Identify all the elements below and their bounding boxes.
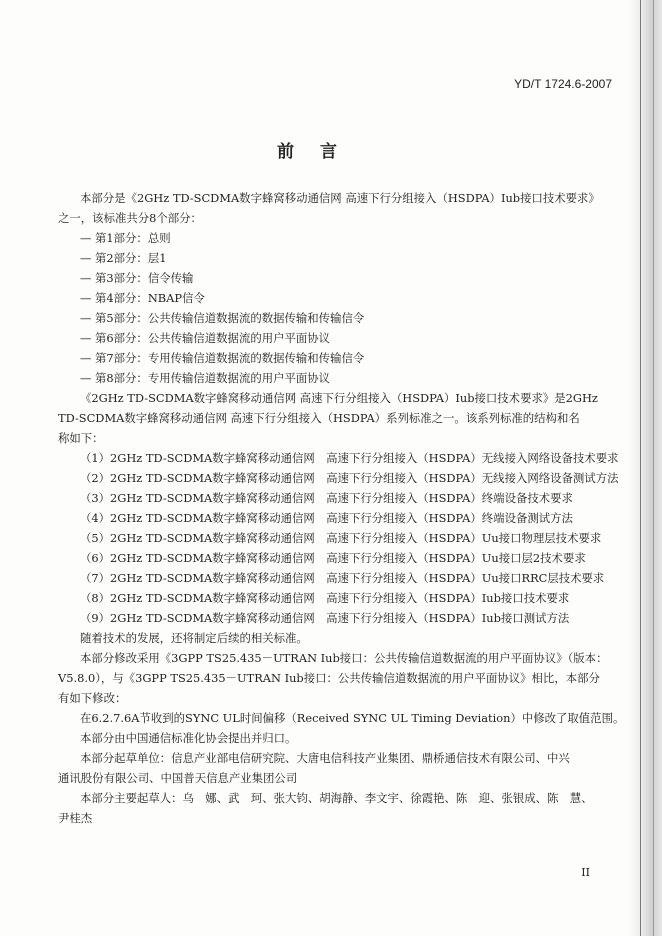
- list-item: — 第8部分：专用传输信道数据流的用户平面协议: [80, 371, 331, 385]
- list-item: （8）2GHz TD-SCDMA数字蜂窝移动通信网 高速下行分组接入（HSDPA）Iub接口技术要求: [80, 591, 570, 605]
- drafting-units-line: 本部分起草单位：信息产业部电信研究院、大唐电信科技产业集团、鼎桥通信技术有限公司、中兴: [80, 751, 570, 765]
- series-intro-line: 称如下：: [58, 431, 104, 445]
- list-item: （7）2GHz TD-SCDMA数字蜂窝移动通信网 高速下行分组接入（HSDPA）Uu接口RRC层技术要求: [80, 571, 605, 585]
- list-item: （1）2GHz TD-SCDMA数字蜂窝移动通信网 高速下行分组接入（HSDPA）无线接入网络设备技术要求: [80, 451, 619, 465]
- modification-detail: 在6.2.7.6A节收到的SYNC UL时间偏移（Received SYNC UL Timing Deviation）中修改了取值范围。: [80, 711, 625, 725]
- list-item: — 第6部分：公共传输信道数据流的用户平面协议: [80, 331, 331, 345]
- modification-line: 有如下修改：: [58, 691, 127, 705]
- page-title: 前言: [277, 142, 363, 162]
- list-item: （6）2GHz TD-SCDMA数字蜂窝移动通信网 高速下行分组接入（HSDPA）Uu接口层2技术要求: [80, 551, 586, 565]
- list-item: （4）2GHz TD-SCDMA数字蜂窝移动通信网 高速下行分组接入（HSDPA）终端设备测试方法: [80, 511, 573, 525]
- preface-body: [58, 188, 625, 828]
- list-item: （9）2GHz TD-SCDMA数字蜂窝移动通信网 高速下行分组接入（HSDPA）Iub接口测试方法: [80, 611, 570, 625]
- future-note: 随着技术的发展，还将制定后续的相关标准。: [80, 631, 308, 645]
- list-item: — 第1部分：总则: [80, 231, 171, 245]
- list-item: （2）2GHz TD-SCDMA数字蜂窝移动通信网 高速下行分组接入（HSDPA）无线接入网络设备测试方法: [80, 471, 619, 485]
- list-item: — 第2部分：层1: [80, 251, 167, 265]
- proposer-line: 本部分由中国通信标准化协会提出并归口。: [80, 731, 297, 745]
- page-number: II: [581, 866, 590, 879]
- list-item: — 第7部分：专用传输信道数据流的数据传输和传输信令: [80, 351, 365, 365]
- standard-code: YD/T 1724.6-2007: [514, 77, 612, 91]
- intro-line: 本部分是《2GHz TD-SCDMA数字蜂窝移动通信网 高速下行分组接入（HSDPA）Iub接口技术要求》: [80, 191, 600, 205]
- drafters-line: 尹桂杰: [58, 811, 93, 825]
- intro-line: 之一，该标准共分8个部分：: [58, 211, 202, 225]
- list-item: （3）2GHz TD-SCDMA数字蜂窝移动通信网 高速下行分组接入（HSDPA）终端设备技术要求: [80, 491, 573, 505]
- modification-line: V5.8.0），与《3GPP TS25.435－UTRAN Iub接口：公共传输信道数据流的用户平面协议》相比，本部分: [58, 671, 600, 685]
- drafting-units-line: 通讯股份有限公司、中国普天信息产业集团公司: [58, 771, 298, 785]
- modification-line: 本部分修改采用《3GPP TS25.435－UTRAN Iub接口：公共传输信道数据流的用户平面协议》（版本：: [80, 651, 608, 665]
- list-item: — 第4部分：NBAP信令: [80, 291, 205, 305]
- series-intro-line: 《2GHz TD-SCDMA数字蜂窝移动通信网 高速下行分组接入（HSDPA）Iub接口技术要求》是2GHz: [80, 391, 598, 405]
- drafters-line: 本部分主要起草人：乌 娜、武 珂、张大钧、胡海静、李文宇、徐霞艳、陈 迎、张银成、陈 慧、: [80, 791, 593, 805]
- scan-edge-line: [653, 0, 654, 936]
- list-item: — 第3部分：信令传输: [80, 271, 194, 285]
- series-list: [58, 448, 619, 628]
- scan-edge-line: [640, 0, 641, 936]
- list-item: — 第5部分：公共传输信道数据流的数据传输和传输信令: [80, 311, 365, 325]
- list-item: （5）2GHz TD-SCDMA数字蜂窝移动通信网 高速下行分组接入（HSDPA）Uu接口物理层技术要求: [80, 531, 602, 545]
- parts-list: [58, 228, 592, 388]
- series-intro-line: TD-SCDMA数字蜂窝移动通信网 高速下行分组接入（HSDPA）系列标准之一。该系列标准的结构和名: [58, 411, 580, 425]
